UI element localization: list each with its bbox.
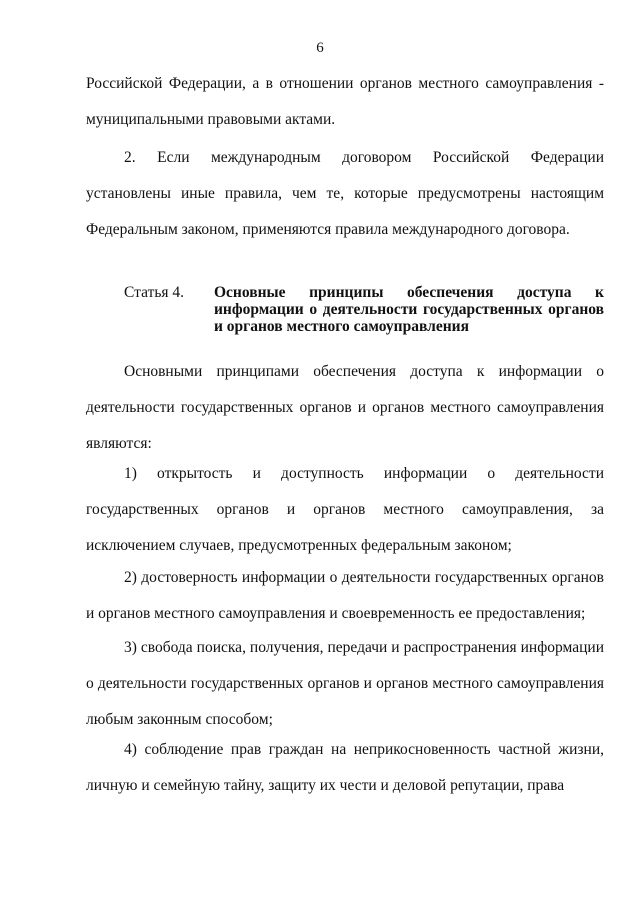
paragraph-principle-3: 3) свобода поиска, получения, передачи и распространения информации о деятельности государственных органов и органов местного самоуправления любым законным способом; — [86, 639, 604, 728]
paragraph-principle-2: 2) достоверность информации о деятельности государственных органов и органов местного самоуправления и своевременность ее предоставления; — [86, 569, 604, 622]
paragraph-principle-1: 1) открытость и доступность информации о деятельности государственных органов и органов местного самоуправления, за исключением случаев, предусмотренных федеральным законом; — [86, 465, 604, 554]
paragraph-item-2: 2. Если международным договором Российской Федерации установлены иные правила, чем те, которые предусмотрены настоящим Федеральным законом, применяются правила международного договора. — [86, 149, 604, 238]
article-label: Статья 4. — [124, 284, 185, 301]
article-title: Основные принципы обеспечения доступа к информации о деятельности государственных органов и органов местного самоуправления — [214, 284, 604, 335]
page-number: 6 — [316, 40, 324, 56]
paragraph-principle-4: 4) соблюдение прав граждан на неприкосновенность частной жизни, личную и семейную тайну, защиту их чести и деловой репутации, права — [86, 741, 604, 794]
paragraph-continuation: Российской Федерации, а в отношении органов местного самоуправления - муниципальными правовыми актами. — [86, 75, 604, 128]
paragraph-principles-intro: Основными принципами обеспечения доступа к информации о деятельности государственных органов и органов местного самоуправления являются: — [86, 363, 604, 452]
